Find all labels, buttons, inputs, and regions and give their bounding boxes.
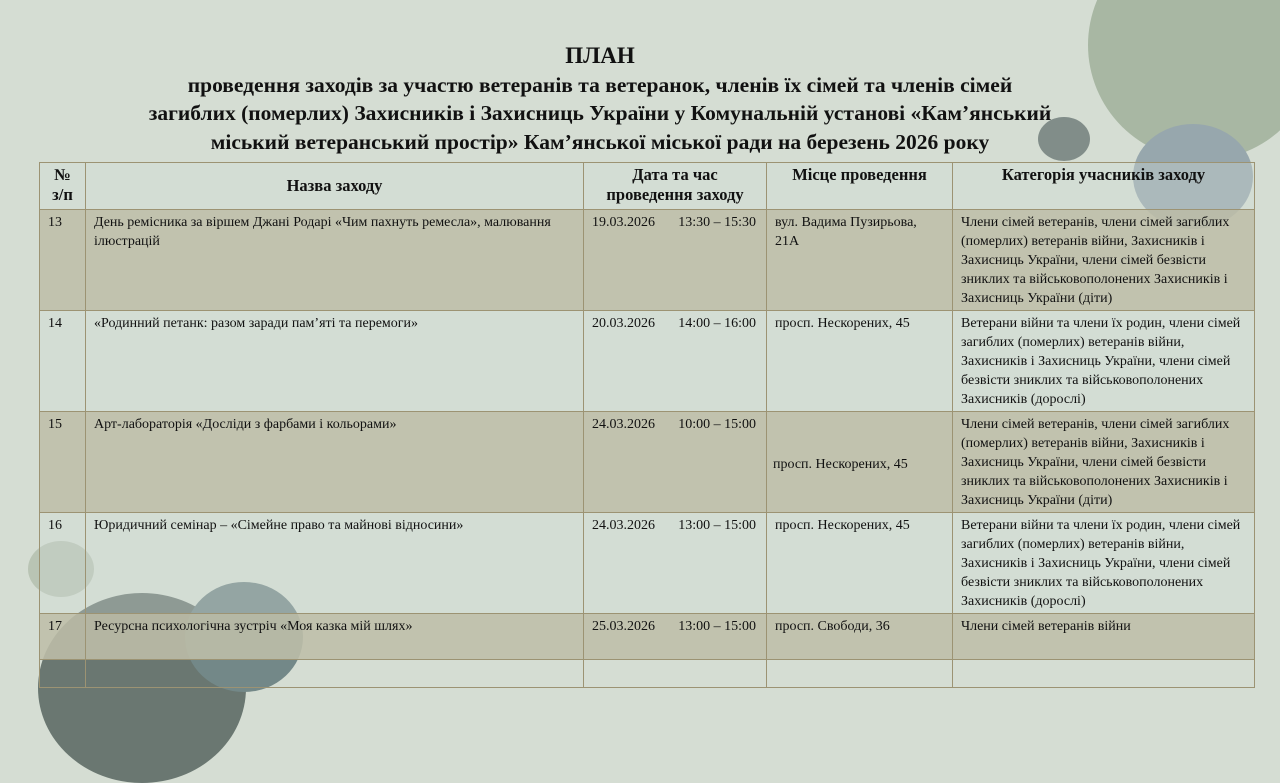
- row-num: 13: [40, 210, 86, 311]
- table-row: [40, 412, 1255, 513]
- row-num: 16: [40, 513, 86, 614]
- header-num: № з/п: [40, 163, 86, 210]
- empty-cell: [584, 660, 767, 688]
- row-date: 20.03.2026: [592, 316, 655, 331]
- title-line-3: міський ветеранський простір» Кам’янської міської ради на березень 2026 року: [210, 129, 990, 154]
- header-datetime: Дата та час проведення заходу: [584, 163, 767, 210]
- row-place: просп. Нескорених, 45: [767, 513, 953, 614]
- row-place: просп. Свободи, 36: [767, 614, 953, 660]
- row-time: 10:00 – 15:00: [678, 417, 756, 432]
- row-place: вул. Вадима Пузирьова, 21А: [767, 210, 953, 311]
- table-row: [40, 513, 1255, 614]
- table-header-row: [40, 163, 1255, 210]
- row-category: Ветерани війни та члени їх родин, члени сімей загиблих (померлих) ветеранів війни, Захисників і Захисниць України, члени сімей безвісти зниклих та військовополонених Захисників (дорослі): [953, 513, 1255, 614]
- row-place: просп. Нескорених, 45: [767, 311, 953, 412]
- title-main: ПЛАН: [565, 43, 635, 68]
- row-place: просп. Нескорених, 45: [767, 412, 953, 513]
- row-event-name: Ресурсна психологічна зустріч «Моя казка мій шлях»: [86, 614, 584, 660]
- row-event-name: День ремісника за віршем Джані Родарі «Чим пахнуть ремесла», малювання ілюстрацій: [86, 210, 584, 311]
- events-table: [39, 162, 1255, 688]
- row-datetime: [584, 614, 767, 660]
- title-line-2: загиблих (померлих) Захисників і Захисниць України у Комунальній установі «Кам’янський: [148, 101, 1052, 125]
- row-time: 13:00 – 15:00: [678, 518, 756, 533]
- row-time: 13:30 – 15:30: [678, 215, 756, 230]
- table-row-empty: [40, 660, 1255, 688]
- title-line-1: проведення заходів за участю ветеранів та ветеранок, членів їх сімей та членів сімей: [187, 72, 1013, 97]
- row-time: 13:00 – 15:00: [678, 619, 756, 634]
- row-category: Члени сімей ветеранів, члени сімей загиблих (померлих) ветеранів війни, Захисників і Захисниць України, члени сімей безвісти зниклих та військовополонених Захисників і Захисниць України (діти): [953, 210, 1255, 311]
- header-category: Категорія учасників заходу: [953, 163, 1255, 210]
- row-date: 24.03.2026: [592, 518, 655, 533]
- empty-cell: [953, 660, 1255, 688]
- row-datetime: [584, 412, 767, 513]
- row-num: 15: [40, 412, 86, 513]
- row-num: 17: [40, 614, 86, 660]
- row-category: Ветерани війни та члени їх родин, члени сімей загиблих (померлих) ветеранів війни, Захисників і Захисниць України, члени сімей безвісти зниклих та військовополонених Захисників (дорослі): [953, 311, 1255, 412]
- row-datetime: [584, 311, 767, 412]
- row-datetime: [584, 210, 767, 311]
- empty-cell: [86, 660, 584, 688]
- empty-cell: [40, 660, 86, 688]
- row-category: Члени сімей ветеранів, члени сімей загиблих (померлих) ветеранів війни, Захисників і Захисниць України, члени сімей безвісти зниклих та військовополонених Захисників і Захисниць України (діти): [953, 412, 1255, 513]
- table-row: [40, 210, 1255, 311]
- row-datetime: [584, 513, 767, 614]
- header-name: Назва заходу: [86, 163, 584, 210]
- row-category: Члени сімей ветеранів війни: [953, 614, 1255, 660]
- empty-cell: [767, 660, 953, 688]
- row-event-name: Юридичний семінар – «Сімейне право та майнові відносини»: [86, 513, 584, 614]
- row-event-name: Арт-лабораторія «Досліди з фарбами і кольорами»: [86, 412, 584, 513]
- table-row: [40, 614, 1255, 660]
- row-date: 24.03.2026: [592, 417, 655, 432]
- row-time: 14:00 – 16:00: [678, 316, 756, 331]
- header-place: Місце проведення: [767, 163, 953, 210]
- table-row: [40, 311, 1255, 412]
- row-num: 14: [40, 311, 86, 412]
- document-title: [60, 42, 1140, 156]
- row-date: 25.03.2026: [592, 619, 655, 634]
- row-date: 19.03.2026: [592, 215, 655, 230]
- row-event-name: «Родинний петанк: разом заради пам’яті та перемоги»: [86, 311, 584, 412]
